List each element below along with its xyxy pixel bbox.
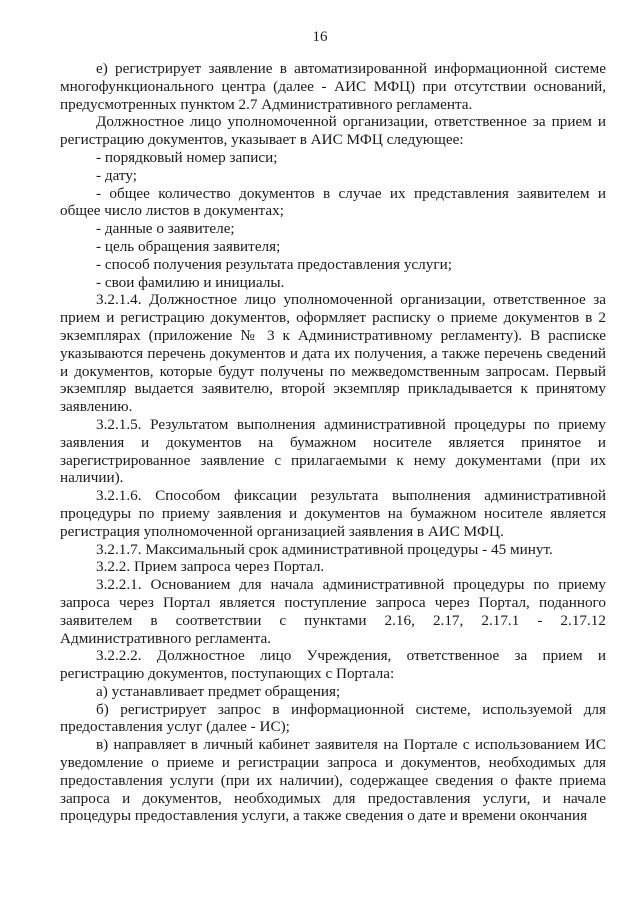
list-item-a: а) устанавливает предмет обращения;	[96, 682, 341, 700]
list-item-document-count: - общее количество документов в случае их представления заявителем и общее число листов в документах;	[60, 184, 606, 220]
list-item-purpose: - цель обращения заявителя;	[96, 237, 281, 255]
paragraph-3-2-2-2: 3.2.2.2. Должностное лицо Учреждения, ответственное за прием и регистрацию документов, поступающих с Портала:	[60, 647, 606, 683]
list-item-b: б) регистрирует запрос в информационной системе, используемой для предоставления услуг (далее - ИС);	[60, 700, 606, 736]
paragraph-3-2-1-4: 3.2.1.4. Должностное лицо уполномоченной организации, ответственное за прием и регистрацию документов, оформляет расписку о приеме документов в 2 экземплярах (приложение № 3 к Административному регламенту). В расписке указываются перечень документов и дата их получения, а также перечень сведений и документов, которые будут получены по межведомственным запросам. Первый экземпляр выдается заявителю, второй экземпляр прикладывается к принятому заявлению.	[60, 291, 606, 416]
list-item-name-initials: - свои фамилию и инициалы.	[96, 273, 285, 291]
paragraph-3-2-1-5: 3.2.1.5. Результатом выполнения административной процедуры по приему заявления и документов на бумажном носителе является принятое и зарегистрированное заявление с прилагаемыми к нему документами (при их наличии).	[60, 415, 606, 487]
paragraph-3-2-1-7: 3.2.1.7. Максимальный срок административной процедуры - 45 минут.	[96, 540, 553, 558]
document-body	[60, 60, 606, 825]
paragraph-3-2-2-1: 3.2.2.1. Основанием для начала административной процедуры по приему запроса через Портал является поступление запроса через Портал, поданного заявителем в соответствии с пунктами 2.16, 2.17, 2.17.1 - 2.17.12 Административного регламента.	[60, 576, 606, 647]
paragraph-3-2-1-6: 3.2.1.6. Способом фиксации результата выполнения административной процедуры по приему заявления и документов на бумажном носителе является регистрация уполномоченной организацией заявления в АИС МФЦ.	[60, 487, 606, 540]
list-item-result-method: - способ получения результата предоставления услуги;	[96, 255, 452, 273]
page-number: 16	[312, 29, 328, 45]
list-item-applicant-data: - данные о заявителе;	[96, 220, 235, 238]
paragraph-registration: е) регистрирует заявление в автоматизированной информационной системе многофункционального центра (далее - АИС МФЦ) при отсутствии оснований, предусмотренных пунктом 2.7 Административного регламента.	[60, 60, 606, 113]
list-item-v: в) направляет в личный кабинет заявителя на Портале с использованием ИС уведомление о приеме и регистрации запроса и документов, необходимых для предоставления услуги (при их наличии), содержащее сведения о факте приема запроса и документов, необходимых для предоставления услуги, и начале процедуры предоставления услуги, а также сведения о дате и времени окончания	[60, 736, 606, 825]
list-item-date: - дату;	[96, 166, 137, 184]
list-item-record-number: - порядковый номер записи;	[96, 148, 278, 166]
paragraph-3-2-2: 3.2.2. Прием запроса через Портал.	[96, 558, 325, 576]
paragraph-official-indicates: Должностное лицо уполномоченной организации, ответственное за прием и регистрацию документов, указывает в АИС МФЦ следующее:	[60, 113, 606, 149]
